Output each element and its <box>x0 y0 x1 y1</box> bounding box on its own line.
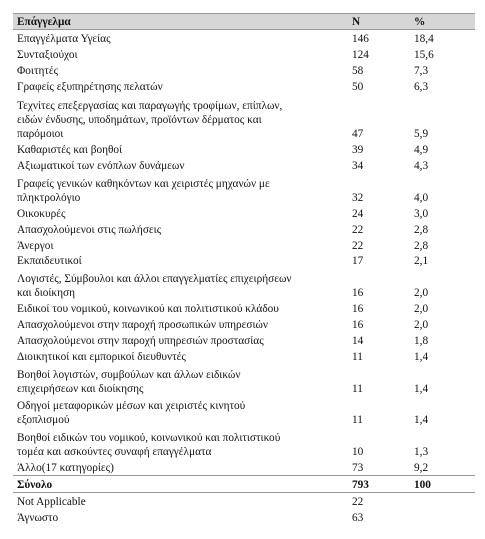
percent-cell: 2,0 <box>414 318 429 331</box>
table-row <box>13 253 475 269</box>
count-cell: 16 <box>352 303 364 316</box>
table-row <box>13 396 475 428</box>
percent-cell: 9,2 <box>414 462 429 475</box>
percent-cell: 1,4 <box>414 350 429 363</box>
occupation-label <box>13 316 348 332</box>
occupation-label <box>13 459 348 475</box>
table-row <box>13 221 475 237</box>
table-row <box>13 348 475 364</box>
occupation-label-line: ειδών ένδυσης, υποδημάτων, προϊόντων δέρματος και <box>17 114 262 127</box>
occupation-label-line: πληκτρολόγιο <box>17 191 81 204</box>
total-percent: 100 <box>410 476 475 493</box>
table-body <box>13 30 475 476</box>
total-label: Σύνολο <box>13 476 348 493</box>
table-row <box>13 94 475 142</box>
occupation-label <box>13 237 348 253</box>
occupation-label <box>13 300 348 316</box>
occupation-label <box>13 78 348 94</box>
header-percent: % <box>410 14 475 30</box>
table-row <box>13 300 475 316</box>
occupation-label-line: Συνταξιούχοι <box>17 48 78 61</box>
header-n: N <box>348 14 410 30</box>
occupation-label-line: Άλλο(17 κατηγορίες) <box>17 462 114 475</box>
header-occupation: Επάγγελμα <box>13 14 348 30</box>
occupation-label-line: Γραφείς εξυπηρέτησης πελατών <box>17 80 163 93</box>
percent-cell: 1,8 <box>414 334 429 347</box>
count-cell: 22 <box>352 223 364 236</box>
count-cell: 11 <box>352 382 363 395</box>
count-cell: 47 <box>352 128 364 141</box>
occupation-label-line: τομέα και ασκούντες συναφή επαγγέλματα <box>17 446 212 459</box>
count-cell: 11 <box>352 414 363 427</box>
table-row <box>13 332 475 348</box>
occupation-label <box>13 427 348 459</box>
extra-row-not-applicable <box>13 492 475 508</box>
occupation-label <box>13 157 348 173</box>
occupation-label-line: Οικοκυρές <box>17 207 66 220</box>
percent-cell: 2,8 <box>414 223 429 236</box>
percent-cell: 6,3 <box>414 80 429 93</box>
count-cell: 11 <box>352 350 363 363</box>
table-header-row <box>13 14 475 30</box>
occupation-label-line: Ειδικοί του νομικού, κοινωνικού και πολιτιστικού κλάδου <box>17 303 279 316</box>
percent-cell: 2,0 <box>414 303 429 316</box>
percent-cell: 4,9 <box>414 144 429 157</box>
occupation-label <box>13 173 348 205</box>
percent-cell: 5,9 <box>414 128 429 141</box>
extra-percent-empty <box>410 509 475 525</box>
count-cell: 32 <box>352 191 364 204</box>
occupation-label-line: Διοικητικοί και εμπορικοί διευθυντές <box>17 350 186 363</box>
occupation-label-line: Οδηγοί μεταφορικών μέσων και χειριστές κινητού <box>17 400 246 413</box>
extra-n: 22 <box>352 495 364 508</box>
table-row <box>13 268 475 300</box>
percent-cell: 7,3 <box>414 64 429 77</box>
table-row <box>13 78 475 94</box>
occupation-label-line: Επαγγέλματα Υγείας <box>17 32 111 45</box>
occupation-label-line: Βοηθοί ειδικών του νομικού, κοινωνικού και πολιτιστικού <box>17 432 281 445</box>
occupation-table <box>13 13 475 525</box>
table-row <box>13 237 475 253</box>
occupation-label <box>13 221 348 237</box>
table-row <box>13 316 475 332</box>
occupation-label-line: επιχειρήσεων και διοίκησης <box>17 382 144 395</box>
occupation-label <box>13 268 348 300</box>
table-row <box>13 205 475 221</box>
occupation-label <box>13 62 348 78</box>
table-row <box>13 459 475 475</box>
count-cell: 73 <box>352 462 364 475</box>
count-cell: 146 <box>352 32 369 45</box>
occupation-label-line: Τεχνίτες επεξεργασίας και παραγωγής τροφίμων, επίπλων, <box>17 100 283 113</box>
percent-cell: 1,3 <box>414 446 429 459</box>
count-cell: 10 <box>352 446 364 459</box>
occupation-label-line: και διοίκηση <box>17 287 76 300</box>
count-cell: 24 <box>352 207 364 220</box>
occupation-label <box>13 94 348 142</box>
occupation-label-line: Λογιστές, Σύμβουλοι και άλλοι επαγγελματίες επιχειρήσεων <box>17 273 292 286</box>
occupation-label-line: Καθαριστές και βοηθοί <box>17 144 123 157</box>
count-cell: 58 <box>352 64 364 77</box>
extra-label: Not Applicable <box>17 495 86 508</box>
count-cell: 39 <box>352 144 364 157</box>
occupation-label-line: εξοπλισμού <box>17 414 70 427</box>
percent-cell: 1,4 <box>414 414 429 427</box>
occupation-label-line: Εκπαιδευτικοί <box>17 255 82 268</box>
occupation-label-line: Απασχολούμενοι στην παροχή προσωπικών υπηρεσιών <box>17 318 269 331</box>
count-cell: 22 <box>352 239 364 252</box>
count-cell: 17 <box>352 255 364 268</box>
extra-percent-empty <box>410 492 475 508</box>
table-row <box>13 364 475 396</box>
total-n: 793 <box>348 476 410 493</box>
occupation-label-line: Απασχολούμενοι στην παροχή υπηρεσιών προστασίας <box>17 334 264 347</box>
occupation-label <box>13 348 348 364</box>
count-cell: 34 <box>352 160 364 173</box>
count-cell: 16 <box>352 318 364 331</box>
percent-cell: 3,0 <box>414 207 429 220</box>
table-row <box>13 173 475 205</box>
extra-n: 63 <box>352 511 364 524</box>
table-row <box>13 141 475 157</box>
table-row <box>13 62 475 78</box>
percent-cell: 15,6 <box>414 48 434 61</box>
count-cell: 124 <box>352 48 369 61</box>
extra-label: Άγνωστο <box>17 511 59 524</box>
occupation-label-line: Αξιωματικοί των ενόπλων δυνάμεων <box>17 160 185 173</box>
occupation-label-line: παρόμοιοι <box>17 128 64 141</box>
occupation-label <box>13 332 348 348</box>
occupation-label-line: Γραφείς γενικών καθηκόντων και χειριστές μηχανών με <box>17 177 270 190</box>
percent-cell: 2,0 <box>414 287 429 300</box>
percent-cell: 2,1 <box>414 255 429 268</box>
occupation-label-line: Φοιτητές <box>17 64 59 77</box>
extra-row-unknown <box>13 509 475 525</box>
table-row <box>13 46 475 62</box>
table-row <box>13 30 475 46</box>
percent-cell: 2,8 <box>414 239 429 252</box>
count-cell: 16 <box>352 287 364 300</box>
occupation-label-line: Άνεργοι <box>17 239 54 252</box>
occupation-label <box>13 205 348 221</box>
table-row <box>13 157 475 173</box>
count-cell: 50 <box>352 80 364 93</box>
occupation-label-line: Απασχολούμενοι στις πωλήσεις <box>17 223 162 236</box>
total-row <box>13 476 475 493</box>
percent-cell: 4,0 <box>414 191 429 204</box>
occupation-label <box>13 253 348 269</box>
table-row <box>13 427 475 459</box>
occupation-label <box>13 396 348 428</box>
occupation-label <box>13 141 348 157</box>
occupation-label <box>13 46 348 62</box>
occupation-label <box>13 30 348 46</box>
count-cell: 14 <box>352 334 364 347</box>
occupation-label-line: Βοηθοί λογιστών, συμβούλων και άλλων ειδικών <box>17 368 241 381</box>
percent-cell: 18,4 <box>414 32 434 45</box>
occupation-label <box>13 364 348 396</box>
percent-cell: 1,4 <box>414 382 429 395</box>
percent-cell: 4,3 <box>414 160 429 173</box>
